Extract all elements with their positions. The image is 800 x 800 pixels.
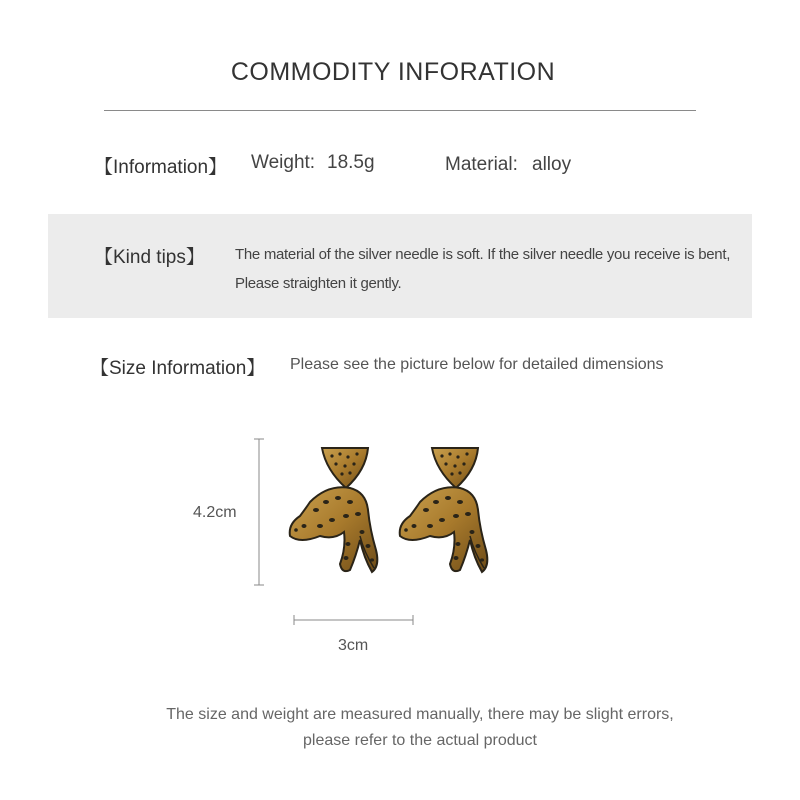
page-title: COMMODITY INFORATION bbox=[230, 58, 556, 86]
footer-note-line-1: The size and weight are measured manually, there may be slight errors, bbox=[166, 706, 674, 723]
kind-tips-line-1: The material of the silver needle is soft. If the silver needle you receive is bent, bbox=[235, 246, 731, 263]
material-label: Material: bbox=[445, 154, 518, 175]
height-label: 4.2cm bbox=[193, 504, 237, 521]
earrings-product-image bbox=[280, 440, 510, 590]
right-earring bbox=[400, 448, 488, 572]
left-earring bbox=[290, 448, 378, 572]
size-information-label: 【Size Information】 bbox=[90, 358, 266, 379]
footer-note-line-2: please refer to the actual product bbox=[303, 732, 537, 749]
weight-label: Weight: bbox=[251, 152, 316, 173]
material-value: alloy bbox=[532, 154, 572, 175]
size-note: Please see the picture below for detailed dimensions bbox=[290, 356, 664, 373]
width-label: 3cm bbox=[338, 637, 369, 654]
kind-tips-label: 【Kind tips】 bbox=[94, 247, 205, 268]
information-label: 【Information】 bbox=[94, 157, 228, 178]
kind-tips-line-2: Please straighten it gently. bbox=[235, 275, 402, 292]
weight-value: 18.5g bbox=[327, 152, 375, 173]
